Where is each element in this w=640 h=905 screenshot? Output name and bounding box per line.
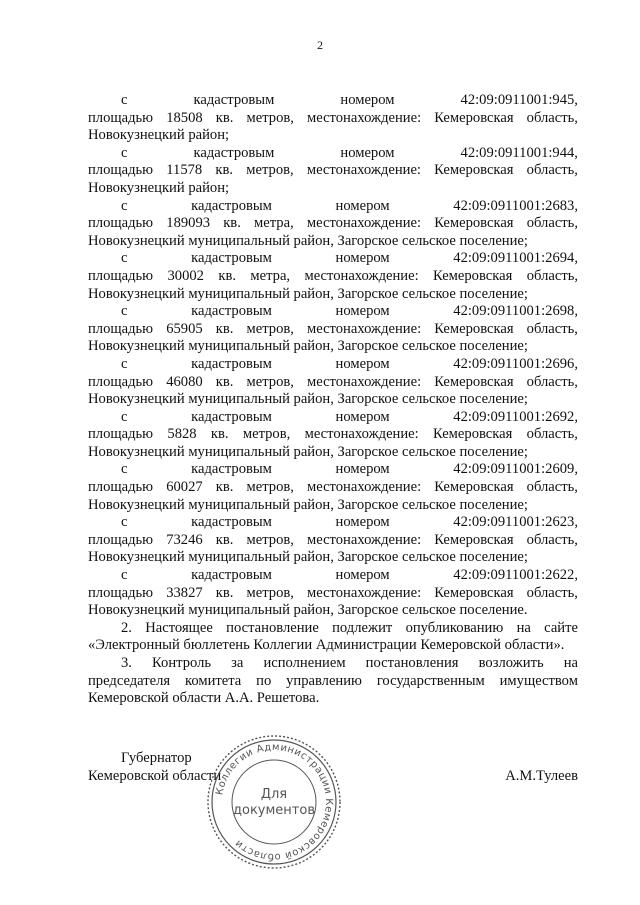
cadastral-entry-line-1 (88, 567, 578, 585)
paragraph-word: постановление (226, 619, 319, 636)
entry-word: область, (526, 267, 578, 284)
paragraph-word: возложить (478, 655, 544, 671)
paragraph-word: Контроль (152, 655, 212, 671)
entry-word: область, (526, 584, 578, 601)
entry-word: местонахождение: (307, 320, 422, 337)
area-value: 60027 (166, 479, 203, 496)
cadastral-entry-line-1 (88, 145, 578, 163)
paragraph-2 (88, 620, 578, 655)
entry-word: кадастровым (191, 303, 272, 320)
cadastral-entry-line-2 (88, 162, 578, 180)
entry-word: Кемеровская (434, 215, 514, 232)
entry-word: кв. (223, 215, 241, 232)
paragraph-word: сайте (544, 619, 578, 636)
entry-word: кадастровым (191, 355, 272, 372)
entry-word: метров, (246, 162, 294, 179)
entry-word: площадью (88, 531, 154, 548)
cadastral-entry-line-1 (88, 198, 578, 216)
entry-word: номером (335, 303, 390, 320)
entry-word: номером (340, 92, 395, 108)
cadastral-entry-line-2 (88, 585, 578, 603)
cadastral-entry-line-2 (88, 426, 578, 444)
entry-word: кв. (215, 584, 234, 601)
entry-word: область, (526, 162, 578, 179)
cadastral-entry (88, 356, 578, 409)
cadastral-entry-line-3: Новокузнецкий муниципальный район, Загорское сельское поселение; (88, 496, 528, 513)
cadastral-list (88, 92, 578, 620)
entry-word: кадастровым (191, 250, 272, 267)
entry-word: Кемеровская (433, 426, 513, 443)
cadastral-entry (88, 461, 578, 514)
cadastral-entry (88, 92, 578, 145)
entry-word: кадастровым (191, 514, 272, 531)
cadastral-entry (88, 145, 578, 198)
entry-word: кв. (215, 479, 234, 496)
entry-word: номером (335, 408, 390, 425)
cadastral-entry (88, 409, 578, 462)
entry-word: с (121, 355, 128, 372)
paragraph-word: председателя (88, 672, 171, 689)
entry-word: кв. (215, 373, 234, 390)
paragraph-word: подлежит (332, 619, 393, 636)
cadastral-entry-line-1 (88, 250, 578, 268)
cadastral-entry-line-2 (88, 532, 578, 550)
signatory-title: Губернатор (121, 750, 192, 766)
cadastral-entry-line-2 (88, 374, 578, 392)
entry-word: с (121, 197, 128, 214)
entry-word: с (121, 567, 128, 584)
entry-word: кадастровым (193, 144, 275, 161)
entry-word: Кемеровская (434, 320, 514, 337)
entry-word: Кемеровская (434, 584, 514, 601)
entry-word: Кемеровская (434, 373, 514, 390)
paragraph-word: по (256, 672, 272, 689)
entry-word: метров, (246, 373, 294, 390)
entry-word: метров, (246, 109, 294, 126)
entry-word: с (121, 92, 128, 108)
entry-word: номером (335, 567, 390, 584)
paragraph-word: на (563, 655, 578, 671)
entry-word: с (121, 303, 128, 320)
cadastral-entry-line-1 (88, 514, 578, 532)
entry-word: кв. (215, 162, 234, 179)
cadastral-number: 42:09:0911001:2694, (453, 250, 578, 267)
entry-word: область, (526, 109, 578, 126)
signatory-region: Кемеровской области (88, 767, 222, 784)
cadastral-entry-line-1 (88, 356, 578, 374)
entry-word: местонахождение: (307, 479, 422, 496)
entry-word: площадью (88, 109, 154, 126)
entry-word: Кемеровская (434, 162, 514, 179)
paragraph-word: на (516, 619, 531, 636)
area-value: 46080 (166, 373, 203, 390)
cadastral-entry (88, 567, 578, 620)
cadastral-entry-line-3: Новокузнецкий муниципальный район, Загорское сельское поселение; (88, 338, 528, 355)
entry-word: номером (335, 514, 390, 531)
cadastral-entry-line-1 (88, 461, 578, 479)
cadastral-entry-line-2 (88, 479, 578, 497)
area-value: 73246 (166, 531, 203, 548)
cadastral-entry-line-3: Новокузнецкий муниципальный район, Загорское сельское поселение; (88, 443, 528, 460)
area-value: 18508 (166, 109, 203, 126)
entry-word: местонахождение: (307, 373, 422, 390)
cadastral-number: 42:09:0911001:2683, (453, 197, 578, 214)
paragraph-3-line-3: Кемеровской области А.А. Решетова. (88, 690, 320, 707)
entry-word: кв. (210, 426, 229, 443)
entry-word: номером (335, 197, 390, 214)
cadastral-number: 42:09:0911001:2623, (453, 514, 578, 531)
cadastral-entry-line-3: Новокузнецкий район; (88, 179, 230, 196)
document-body (88, 92, 578, 708)
entry-word: площадью (88, 584, 154, 601)
paragraph-word: за (231, 655, 244, 671)
paragraph-3-line-2 (88, 673, 578, 691)
paragraph-word: имуществом (499, 672, 578, 689)
cadastral-entry-line-2 (88, 321, 578, 339)
cadastral-number: 42:09:0911001:2609, (453, 461, 578, 478)
entry-word: с (121, 514, 128, 531)
area-value: 5828 (167, 426, 197, 443)
cadastral-entry-line-3: Новокузнецкий муниципальный район, Загорское сельское поселение; (88, 549, 528, 566)
entry-word: площадью (88, 373, 154, 390)
entry-word: площадью (88, 479, 154, 496)
entry-word: область, (526, 426, 578, 443)
entry-word: кв. (215, 531, 234, 548)
cadastral-entry-line-1 (88, 409, 578, 427)
area-value: 65905 (166, 320, 203, 337)
paragraph-3-line-1 (88, 655, 578, 673)
cadastral-entry-line-2 (88, 268, 578, 286)
entry-word: метров, (246, 584, 294, 601)
entry-word: местонахождение: (304, 267, 419, 284)
area-value: 11578 (166, 162, 203, 179)
entry-word: площадью (88, 215, 154, 232)
entry-word: Кемеровская (434, 479, 514, 496)
entry-word: кадастровым (191, 567, 272, 584)
entry-word: Кемеровская (434, 109, 514, 126)
entry-word: площадью (88, 426, 154, 443)
entry-word: кадастровым (191, 461, 272, 478)
cadastral-entry-line-2 (88, 215, 578, 233)
entry-word: с (121, 144, 128, 161)
entry-word: местонахождение: (307, 531, 422, 548)
paragraph-word: опубликованию (405, 619, 504, 636)
entry-word: номером (340, 144, 395, 161)
page-number: 2 (317, 38, 323, 52)
entry-word: Кемеровская (434, 531, 514, 548)
svg-text:документов: документов (233, 803, 315, 818)
area-value: 189093 (166, 215, 211, 232)
entry-word: номером (335, 355, 390, 372)
entry-word: кв. (218, 267, 236, 284)
paragraph-word: постановления (365, 655, 459, 671)
svg-text:Для: Для (260, 787, 288, 802)
cadastral-entry-line-1 (88, 303, 578, 321)
entry-word: область, (526, 373, 578, 390)
signatory-name: А.М.Тулеев (505, 767, 578, 784)
entry-word: кадастровым (191, 197, 272, 214)
entry-word: площадью (88, 162, 154, 179)
cadastral-entry-line-3: Новокузнецкий муниципальный район, Загорское сельское поселение. (88, 602, 528, 619)
cadastral-entry-line-3: Новокузнецкий муниципальный район, Загорское сельское поселение; (88, 391, 528, 408)
cadastral-number: 42:09:0911001:2692, (453, 408, 578, 425)
entry-word: область, (526, 215, 578, 232)
entry-word: площадью (88, 320, 154, 337)
entry-word: область, (526, 320, 578, 337)
entry-word: местонахождение: (307, 109, 422, 126)
entry-word: кадастровым (191, 408, 272, 425)
cadastral-entry (88, 514, 578, 567)
entry-word: область, (526, 479, 578, 496)
entry-word: местонахождение: (306, 215, 422, 232)
entry-word: номером (335, 461, 390, 478)
cadastral-entry-line-1 (88, 92, 578, 110)
cadastral-entry-line-3: Новокузнецкий муниципальный район, Загорское сельское поселение; (88, 285, 528, 302)
official-seal (204, 732, 344, 872)
paragraph-2-line-1 (88, 620, 578, 638)
cadastral-number: 42:09:0911001:2696, (453, 355, 578, 372)
entry-word: кадастровым (193, 92, 275, 108)
entry-word: с (121, 461, 128, 478)
entry-word: метров, (246, 320, 294, 337)
entry-word: местонахождение: (307, 584, 422, 601)
area-value: 30002 (167, 267, 204, 284)
cadastral-entry-line-2 (88, 110, 578, 128)
entry-word: метра, (254, 215, 294, 232)
paragraph-word: управлению (286, 672, 362, 689)
paragraph-word: государственным (376, 672, 485, 689)
seal-stamp-icon (204, 732, 344, 872)
cadastral-entry (88, 198, 578, 251)
entry-word: площадью (88, 267, 154, 284)
entry-word: метров, (242, 426, 291, 443)
entry-word: местонахождение: (304, 426, 419, 443)
entry-word: метра, (250, 267, 291, 284)
cadastral-number: 42:09:0911001:945, (460, 92, 578, 108)
cadastral-number: 42:09:0911001:944, (460, 144, 578, 161)
entry-word: с (121, 408, 128, 425)
paragraph-word: 3. (121, 655, 132, 671)
cadastral-entry-line-3: Новокузнецкий муниципальный район, Загорское сельское поселение; (88, 232, 528, 249)
entry-word: номером (335, 250, 390, 267)
entry-word: область, (526, 531, 578, 548)
paragraph-word: исполнением (263, 655, 346, 671)
entry-word: кв. (215, 320, 234, 337)
paragraph-word: 2. (121, 619, 132, 636)
entry-word: местонахождение: (306, 162, 421, 179)
svg-text:Коллегии Администрации Кемеров: Коллегии Администрации Кемеровской области (214, 741, 335, 863)
cadastral-number: 42:09:0911001:2698, (453, 303, 578, 320)
entry-word: Кемеровская (433, 267, 513, 284)
cadastral-entry (88, 250, 578, 303)
entry-word: кв. (215, 109, 234, 126)
paragraph-3 (88, 655, 578, 708)
entry-word: метров, (246, 531, 294, 548)
paragraph-word: Настоящее (145, 619, 213, 636)
area-value: 33827 (166, 584, 203, 601)
cadastral-entry (88, 303, 578, 356)
paragraph-2-line-2: «Электронный бюллетень Коллегии Администрации Кемеровской области». (88, 637, 565, 654)
cadastral-entry-line-3: Новокузнецкий район; (88, 127, 230, 144)
paragraph-word: комитета (184, 672, 242, 689)
entry-word: с (121, 250, 128, 267)
entry-word: метров, (246, 479, 294, 496)
cadastral-number: 42:09:0911001:2622, (453, 567, 578, 584)
